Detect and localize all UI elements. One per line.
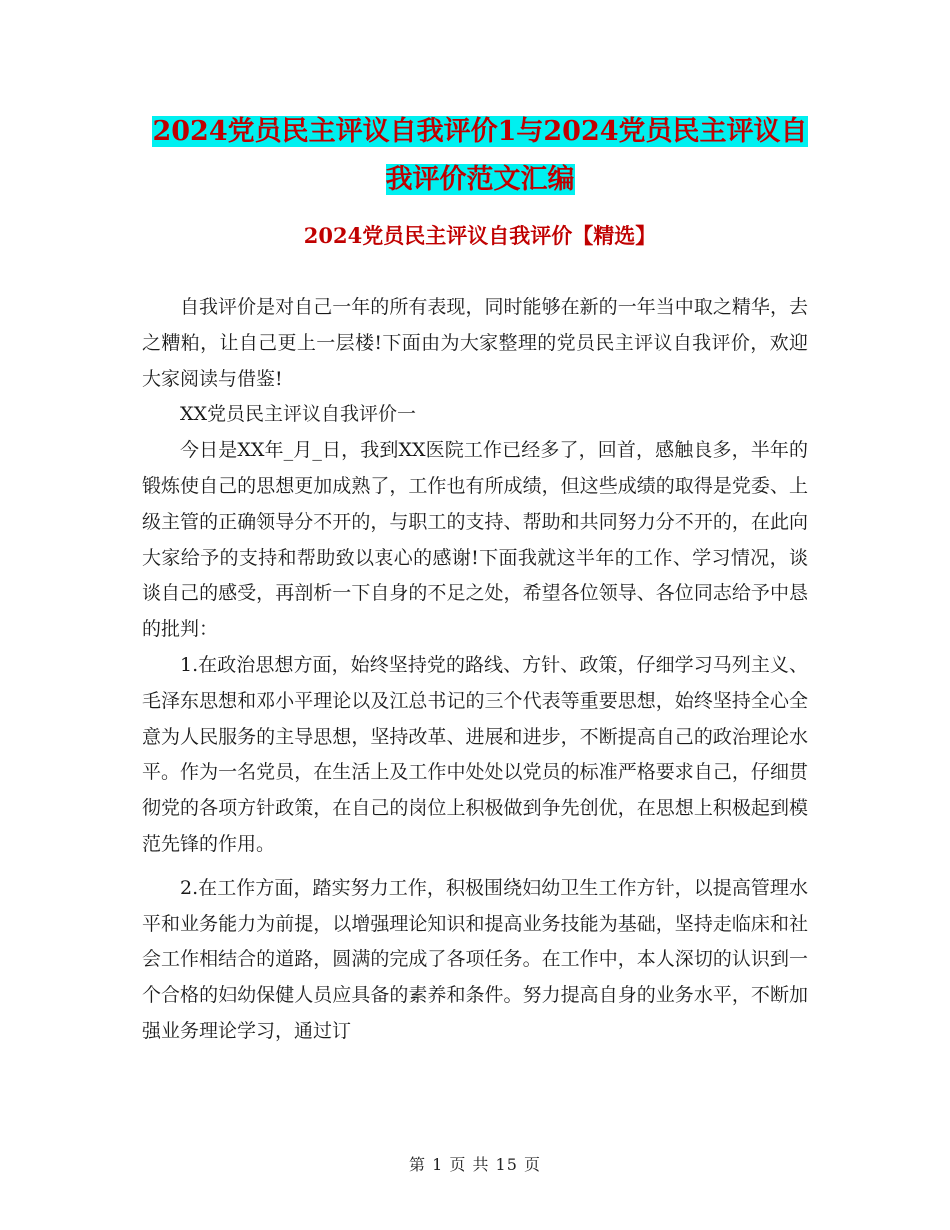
document-title [140,108,820,204]
page-number-footer: 第 1 页 共 15 页 [409,1155,541,1174]
paragraph-intro: 自我评价是对自己一年的所有表现，同时能够在新的一年当中取之精华，去之糟粕，让自己更上一层楼!下面由为大家整理的党员民主评议自我评价，欢迎大家阅读与借鉴! [142,296,808,390]
paragraph-point-2: 2.在工作方面，踏实努力工作，积极围绕妇幼卫生工作方针，以提高管理水平和业务能力为前提，以增强理论知识和提高业务技能为基础，坚持走临床和社会工作相结合的道路，圆满的完成了各项任务。在工作中，本人深切的认识到一个合格的妇幼保健人员应具备的素养和条件。努力提高自身的业务水平，不断加强业务理论学习，通过订 [142,876,808,1042]
document-title-text: 2024党员民主评议自我评价1与2024党员民主评议自我评价范文汇编 [152,116,808,195]
paragraph-subtitle: XX党员民主评议自我评价一 [180,403,417,426]
paragraph-opening: 今日是XX年_月_日，我到XX医院工作已经多了，回首，感触良多，半年的锻炼使自己的思想更加成熟了，工作也有所成绩，但这些成绩的取得是党委、上级主管的正确领导分不开的，与职工的支持、帮助和共同努力分不开的，在此向大家给予的支持和帮助致以衷心的感谢!下面我就这半年的工作、学习情况，谈谈自己的感受，再剖析一下自身的不足之处，希望各位领导、各位同志给予中恳的批判： [142,439,808,641]
paragraph-point-1: 1.在政治思想方面，始终坚持党的路线、方针、政策，仔细学习马列主义、毛泽东思想和邓小平理论以及江总书记的三个代表等重要思想，始终坚持全心全意为人民服务的主导思想，坚持改革、进展和进步，不断提高自己的政治理论水平。作为一名党员，在生活上及工作中处处以党员的标准严格要求自己，仔细贯彻党的各项方针政策，在自己的岗位上积极做到争先创优，在思想上积极起到模范先锋的作用。 [142,653,808,855]
section-heading: 2024党员民主评议自我评价【精选】 [303,223,657,248]
document-body [142,290,808,1050]
